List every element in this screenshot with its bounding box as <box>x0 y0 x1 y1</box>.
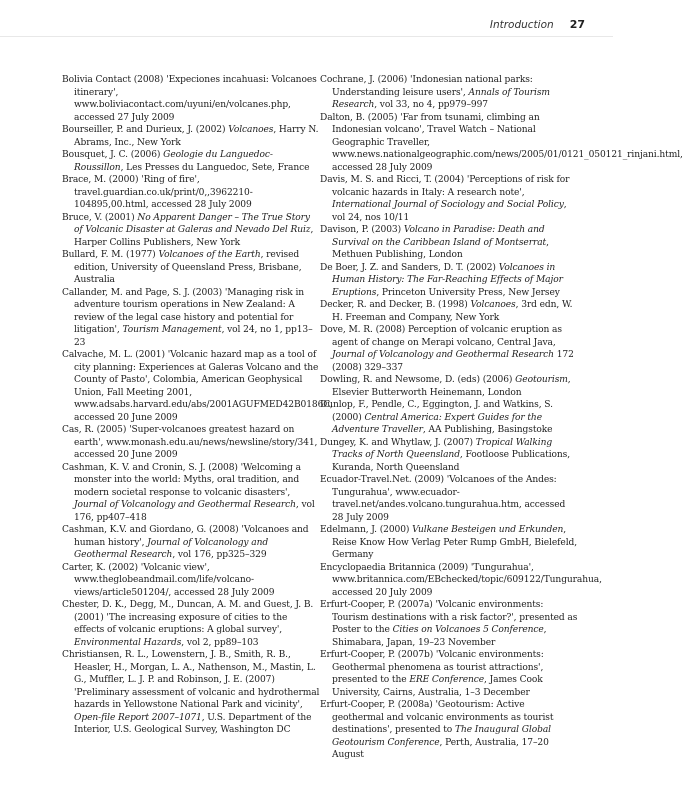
reference-post: , Perth, Australia, 17–20 August <box>332 737 549 760</box>
reference-pre: Dalton, B. (2005) 'Far from tsunami, climbing an Indonesian volcano', Travel Watch – National Geographic Traveller, www.news.nationalgeographic.com/news/2005/01/0121_050121_rinjani.html, accessed 28 July 2009 <box>320 112 683 173</box>
reference-post: , Shimabara, Japan, 19–23 November <box>332 625 547 648</box>
reference-pre: Dowling, R. and Newsome, D. (eds) (2006) <box>320 375 516 385</box>
reference-title: Tourism Management <box>122 325 222 335</box>
reference-post: 172 (2008) 329–337 <box>332 350 574 373</box>
reference-entry <box>62 562 320 600</box>
reference-entry <box>62 287 320 350</box>
reference-title: Geotourism <box>515 375 568 385</box>
reference-pre: Bousquet, J. C. (2006) <box>62 150 164 160</box>
reference-title: Geologie du Languedoc-Roussillon <box>74 150 273 173</box>
reference-entry <box>320 374 578 399</box>
reference-pre: Bullard, F. M. (1977) <box>62 250 159 260</box>
header-rule <box>0 36 613 37</box>
reference-pre: Brace, M. (2000) 'Ring of fire', travel.guardian.co.uk/print/0,,3962210-104895,00.html, accessed 28 July 2009 <box>62 175 253 210</box>
reference-pre: Calvache, M. L. (2001) 'Volcanic hazard map as a tool of city planning: Experiences at Galeras Volcano and the County of Pasto', Colombia, American Geophysical Union, Fall Meeting 2001, www.adsabs.harvard.edu/abs/2001AGUFMED42B0186C, accessed 20 June 2009 <box>62 350 333 423</box>
reference-entry <box>320 699 578 762</box>
reference-entry <box>320 599 578 649</box>
reference-post: , AA Publishing, Basingstoke <box>422 425 553 435</box>
reference-pre: Cas, R. (2005) 'Super-volcanoes greatest hazard on earth', www.monash.edu.au/news/newsline/story/341, accessed 20 June 2009 <box>62 425 318 460</box>
reference-title: The Inaugural Global Geotourism Conference <box>332 725 551 748</box>
reference-post: , vol 24, nos 10/11 <box>332 200 567 223</box>
reference-post: , vol 176, pp325–329 <box>172 550 267 560</box>
reference-post: , vol 176, pp407–418 <box>74 500 315 523</box>
reference-pre: Edelmann, J. (2000) <box>320 525 413 535</box>
reference-entry <box>320 324 578 374</box>
reference-title: Volcanoes <box>228 125 274 135</box>
reference-entry <box>320 437 578 475</box>
reference-pre: Encyclopaedia Britannica (2009) 'Tungurahua', www.britannica.com/EBchecked/topic/609122/Tungurahua, accessed 20 July 2009 <box>320 562 602 598</box>
reference-pre: Cochrane, J. (2006) 'Indonesian national parks: Understanding leisure users', <box>320 75 533 98</box>
reference-pre: Ecuador-Travel.Net. (2009) 'Volcanoes of the Andes: Tungurahua', www.ecuador-travel.net/andes.volcano.tungurahua.htm, accessed 28 July 2009 <box>320 475 566 523</box>
reference-pre: Dove, M. R. (2008) Perception of volcanic eruption as agent of change on Merapi volcano, Central Java, <box>320 325 562 348</box>
reference-post: , vol 33, no 4, pp979–997 <box>374 100 488 110</box>
reference-entry <box>320 112 683 175</box>
reference-entry <box>62 249 320 287</box>
reference-pre: Carter, K. (2002) 'Volcanic view', www.theglobeandmail.com/life/volcano-views/article501204/, accessed 28 July 2009 <box>62 562 275 598</box>
reference-pre: De Boer, J. Z. and Sanders, D. T. (2002) <box>320 262 499 273</box>
reference-title: Cities on Volcanoes 5 Conference <box>392 625 544 635</box>
reference-entry <box>320 299 578 324</box>
reference-entry <box>62 124 320 149</box>
reference-post: , Harry N. Abrams, Inc., New York <box>74 125 319 148</box>
reference-entry <box>320 649 578 699</box>
reference-pre: Dunlop, F., Pendle, C., Eggington, J. and Watkins, S. (2000) <box>320 400 553 423</box>
reference-pre: Chester, D. K., Degg, M., Duncan, A. M. and Guest, J. B. (2001) 'The increasing exposure of cities to the effects of volcanic eruptions: A global survey', <box>62 600 314 635</box>
reference-pre: Cashman, K. V. and Cronin, S. J. (2008) 'Welcoming a monster into the world: Myths, oral tradition, and modern societal response to volcanic disasters', <box>62 462 301 498</box>
reference-post: , revised edition, University of Queensland Press, Brisbane, Australia <box>74 250 302 285</box>
reference-post: , Footloose Publications, Kuranda, North Queensland <box>332 450 570 473</box>
reference-title: Central America: Expert Guides for the Adventure Traveller <box>332 412 542 435</box>
reference-entry <box>320 224 578 262</box>
reference-pre: Bourseiller, P. and Durieux, J. (2002) <box>62 125 229 135</box>
reference-entry <box>62 462 320 525</box>
reference-entry <box>320 474 578 524</box>
reference-post: , Methuen Publishing, London <box>332 237 549 260</box>
reference-pre: Bolivia Contact (2008) 'Expeciones incahuasi: Volcanoes itinerary', www.boliviacontact.com/uyuni/en/volcanes.php, accessed 27 July 2009 <box>62 75 317 123</box>
running-header <box>490 18 585 36</box>
reference-entry <box>62 149 320 174</box>
reference-entry <box>62 599 320 649</box>
reference-title: Volcanoes of the Earth <box>158 250 261 260</box>
reference-entry <box>320 562 602 600</box>
reference-pre: Decker, R. and Decker, B. (1998) <box>320 300 471 310</box>
reference-title: Volcano in Paradise: Death and Survival on the Caribbean Island of Montserrat <box>332 225 547 248</box>
reference-post: , Elsevier Butterworth Heinemann, London <box>332 375 571 398</box>
reference-pre: Erfurt-Cooper, P. (2007a) 'Volcanic environments: Tourism destinations with a risk factor?', presented as Poster to the <box>320 600 578 635</box>
reference-title: Volcanoes in Human History: The Far-Reaching Effects of Major Eruptions <box>332 262 563 298</box>
reference-post: , Les Presses du Languedoc, Sete, France <box>120 162 310 173</box>
reference-title: Vulkane Besteigen und Erkunden <box>412 525 564 535</box>
reference-entry <box>62 74 320 124</box>
reference-post: , Reise Know How Verlag Peter Rump GmbH, Bielefeld, Germany <box>332 525 578 560</box>
reference-title: Journal of Volcanology and Geothermal Research <box>74 500 296 510</box>
reference-entry <box>62 649 320 737</box>
reference-entry <box>62 174 320 212</box>
reference-pre: Bruce, V. (2001) <box>62 212 138 223</box>
reference-post: , vol 24, no 1, pp13–23 <box>74 325 313 348</box>
reference-post: , 3rd edn, W. H. Freeman and Company, New York <box>332 300 573 323</box>
reference-post: , Harper Collins Publishers, New York <box>74 225 314 248</box>
reference-pre: Christiansen, R. L., Lowenstern, J. B., Smith, R. B., Heasler, H., Morgan, L. A., Nathenson, M., Mastin, L. G., Muffler, L. J. P. and Robinson, J. E. (2007) 'Preliminary assessment of volcanic and hydrothermal hazards in Yellowstone National Park and vicinity', <box>62 650 320 710</box>
reference-entry <box>62 349 333 424</box>
reference-entry <box>320 399 578 437</box>
reference-post: , U.S. Department of the Interior, U.S. Geological Survey, Washington DC <box>74 712 312 735</box>
reference-pre: Callander, M. and Page, S. J. (2003) 'Managing risk in adventure tourism operations in New Zealand: A review of the legal case history and potential for litigation', <box>62 287 305 335</box>
reference-title: Journal of Volcanology and Geothermal Research <box>332 350 554 360</box>
section-title: Introduction <box>489 19 554 31</box>
page-number: 27 <box>569 18 585 31</box>
references-right-column <box>320 74 683 762</box>
reference-pre: Dungey, K. and Whytlaw, J. (2007) <box>320 437 476 448</box>
reference-pre: Davis, M. S. and Ricci, T. (2004) 'Perceptions of risk for volcanic hazards in Italy: A research note', <box>320 175 570 198</box>
reference-title: Environmental Hazards <box>74 637 182 648</box>
reference-pre: Erfurt-Cooper, P. (2008a) 'Geotourism: Active geothermal and volcanic environments as tourist destinations', presented to <box>320 700 554 735</box>
reference-post: , vol 2, pp89–103 <box>181 637 259 648</box>
reference-entry <box>62 212 320 250</box>
reference-title: No Apparent Danger – The True Story of Volcanic Disaster at Galeras and Nevado Del Ruiz <box>74 212 311 235</box>
reference-entry <box>320 262 578 300</box>
reference-entry <box>320 174 578 224</box>
reference-post: , Princeton University Press, New Jersey <box>376 287 560 298</box>
reference-entry <box>62 524 320 562</box>
reference-entry <box>320 524 578 562</box>
reference-title: Open-file Report 2007–1071 <box>74 712 202 723</box>
reference-title: Volcanoes <box>470 300 516 310</box>
reference-title: Tropical Walking Tracks of North Queensland <box>332 437 553 460</box>
reference-pre: Davison, P. (2003) <box>320 225 404 235</box>
reference-post: , James Cook University, Cairns, Australia, 1–3 December <box>332 675 543 698</box>
reference-title: International Journal of Sociology and Social Policy <box>332 200 564 210</box>
reference-pre: Erfurt-Cooper, P. (2007b) 'Volcanic environments: Geothermal phenomena as tourist attractions', presented to the <box>320 650 544 685</box>
reference-pre: Cashman, K.V. and Giordano, G. (2008) 'Volcanoes and human history', <box>62 525 309 548</box>
reference-entry <box>320 74 578 112</box>
reference-title: ERE Conference <box>409 675 485 685</box>
reference-title: Annals of Tourism Research <box>332 87 550 110</box>
reference-entry <box>62 424 320 462</box>
references-left-column <box>62 74 333 737</box>
reference-title: Journal of Volcanology and Geothermal Research <box>74 537 269 560</box>
